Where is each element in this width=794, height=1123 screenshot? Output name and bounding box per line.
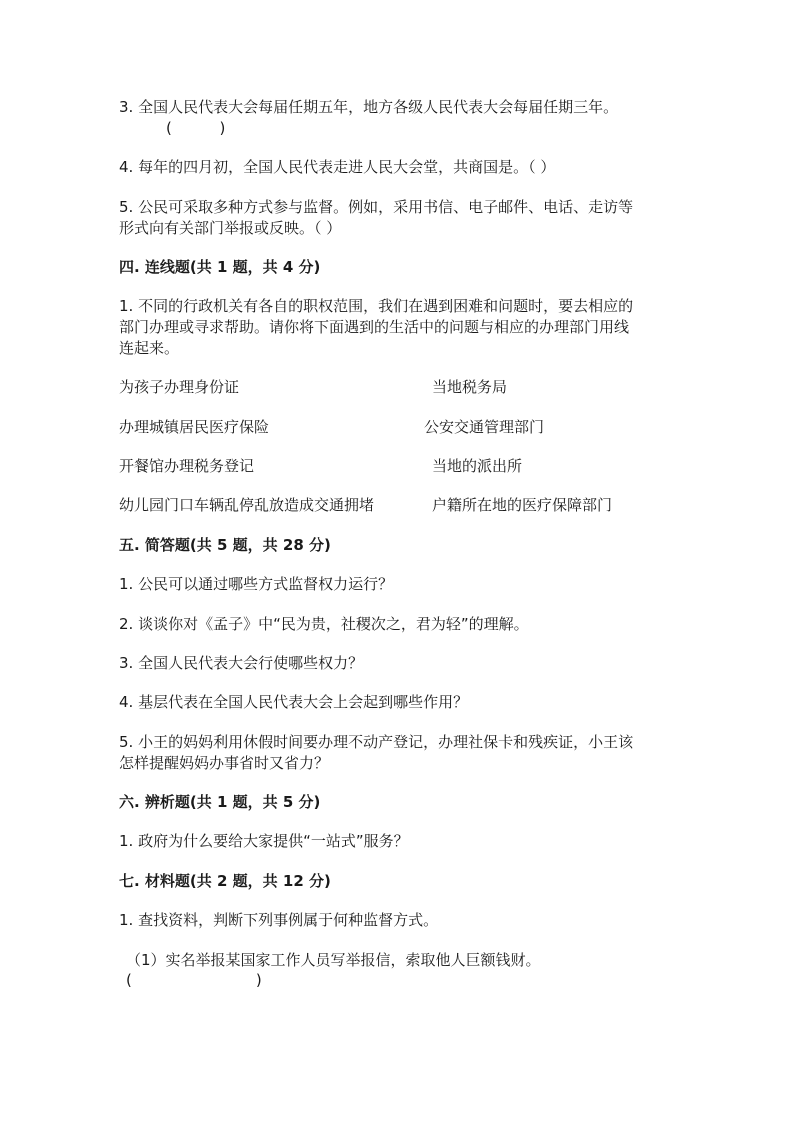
- match-left-2: 办理城镇居民医疗保险: [119, 418, 270, 436]
- section-5-q3: 3. 全国人民代表大会行使哪些权力？: [119, 654, 364, 672]
- section-5-q4: 4. 基层代表在全国人民代表大会上会起到哪些作用？: [119, 693, 469, 711]
- section-4-q1-line-3: 连起来。: [119, 339, 180, 357]
- question-3-line-1: 3. 全国人民代表大会每届任期五年，地方各级人民代表大会每届任期三年。: [119, 98, 619, 116]
- section-5-title: 五. 简答题(共 5 题，共 28 分): [119, 536, 331, 554]
- match-right-3: 当地的派出所: [432, 457, 523, 475]
- section-5-q2: 2. 谈谈你对《孟子》中“民为贵，社稷次之，君为轻”的理解。: [119, 615, 529, 633]
- section-7-q1: 1. 查找资料，判断下列事例属于何种监督方式。: [119, 911, 439, 929]
- question-3-answer-parens: ( ): [166, 119, 226, 137]
- section-7-sub1-answer-parens: ( ): [126, 971, 262, 989]
- match-right-4: 户籍所在地的医疗保障部门: [432, 496, 613, 514]
- section-7-title: 七. 材料题(共 2 题，共 12 分): [119, 872, 331, 890]
- question-4-line-1: 4. 每年的四月初，全国人民代表走进人民大会堂，共商国是。（ ）: [119, 158, 556, 176]
- section-5-q5-line-1: 5. 小王的妈妈利用休假时间要办理不动产登记，办理社保卡和残疾证，小王该: [119, 733, 634, 751]
- question-5-line-2: 形式向有关部门举报或反映。（ ）: [119, 219, 342, 237]
- section-7-sub1: （1）实名举报某国家工作人员写举报信，索取他人巨额钱财。: [126, 951, 541, 969]
- question-5-line-1: 5. 公民可采取多种方式参与监督。例如，采用书信、电子邮件、电话、走访等: [119, 198, 634, 216]
- section-6-q1: 1. 政府为什么要给大家提供“一站式”服务？: [119, 832, 409, 850]
- section-6-title: 六. 辨析题(共 1 题，共 5 分): [119, 793, 321, 811]
- match-left-3: 开餐馆办理税务登记: [119, 457, 255, 475]
- section-4-q1-line-2: 部门办理或寻求帮助。请你将下面遇到的生活中的问题与相应的办理部门用线: [119, 318, 630, 336]
- section-4-q1-line-1: 1. 不同的行政机关有各自的职权范围，我们在遇到困难和问题时，要去相应的: [119, 297, 634, 315]
- match-left-1: 为孩子办理身份证: [119, 378, 240, 396]
- section-5-q1: 1. 公民可以通过哪些方式监督权力运行？: [119, 575, 394, 593]
- match-right-1: 当地税务局: [432, 378, 508, 396]
- match-right-2: 公安交通管理部门: [424, 418, 545, 436]
- section-5-q5-line-2: 怎样提醒妈妈办事省时又省力？: [119, 754, 330, 772]
- match-left-4: 幼儿园门口车辆乱停乱放造成交通拥堵: [119, 496, 375, 514]
- section-4-title: 四. 连线题(共 1 题，共 4 分): [119, 258, 321, 276]
